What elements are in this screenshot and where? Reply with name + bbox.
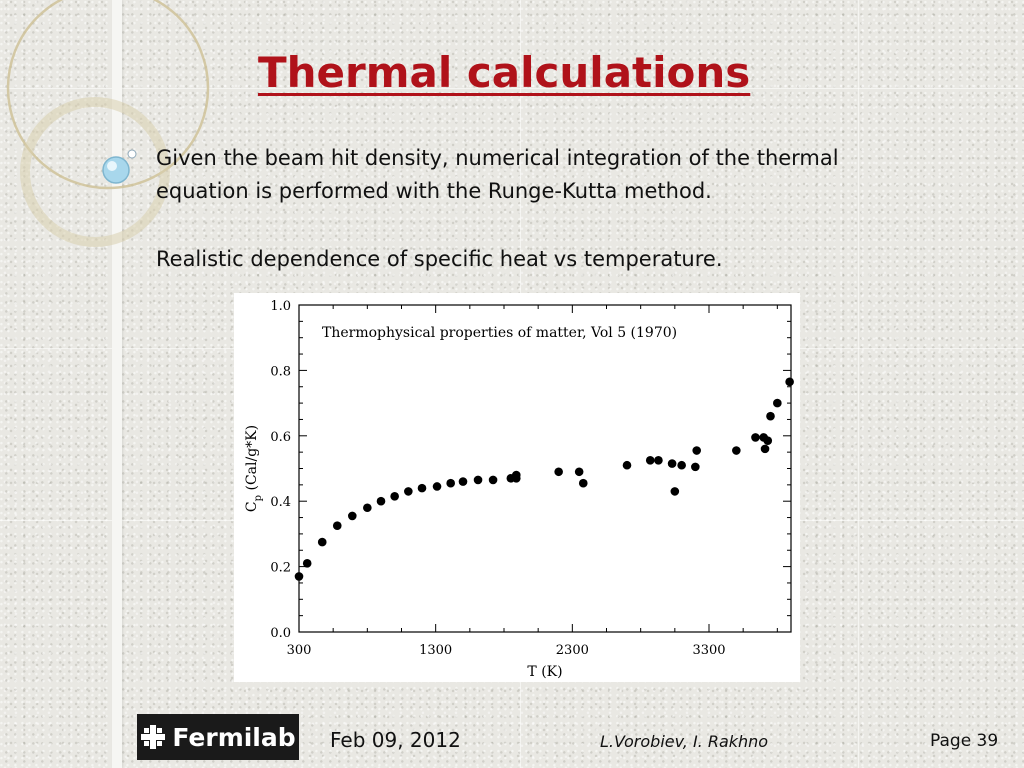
data-point	[348, 512, 357, 521]
plot-frame	[299, 305, 791, 632]
data-point	[773, 399, 782, 408]
x-tick-label: 2300	[555, 643, 589, 658]
y-axis-label: $C_p$ (Cal/g*K)	[244, 424, 264, 513]
data-point	[446, 479, 455, 488]
data-point	[763, 436, 772, 445]
data-point	[474, 476, 483, 485]
paragraph-method: Given the beam hit density, numerical integration of the thermal equation is performed with the Runge-Kutta method.	[156, 146, 839, 203]
data-point	[623, 461, 632, 470]
data-point	[732, 446, 741, 455]
data-point	[677, 461, 686, 470]
fermilab-logo	[137, 714, 299, 760]
paragraph-specific-heat: Realistic dependence of specific heat vs temperature.	[156, 247, 723, 271]
footer-authors: L.Vorobiev, I. Rakhno	[600, 732, 769, 751]
x-tick-label: 300	[286, 643, 312, 658]
data-point	[785, 378, 794, 387]
x-tick-label: 1300	[419, 643, 453, 658]
chart-svg	[234, 293, 800, 682]
data-point	[512, 471, 521, 480]
data-point	[418, 484, 427, 493]
data-point	[554, 467, 563, 476]
data-point	[671, 487, 680, 496]
fermilab-logo-text: Fermilab	[172, 722, 296, 752]
data-point	[761, 445, 770, 454]
data-point	[691, 463, 700, 472]
data-point	[303, 559, 312, 568]
data-point	[404, 487, 413, 496]
data-point	[579, 479, 588, 488]
y-tick-label: 0.0	[270, 626, 291, 641]
y-tick-label: 0.6	[270, 429, 291, 445]
y-tick-label: 0.8	[270, 364, 291, 380]
y-tick-label: 0.2	[270, 560, 291, 576]
x-axis-label: T (K)	[527, 664, 563, 680]
data-point	[654, 456, 663, 465]
data-point	[766, 412, 775, 421]
fermilab-logo-icon	[140, 724, 166, 750]
background-gridline	[858, 0, 859, 768]
data-point	[333, 521, 342, 530]
chart-annotation: Thermophysical properties of matter, Vol 5 (1970)	[322, 325, 678, 341]
y-tick-label: 0.4	[270, 495, 291, 511]
footer-date: Feb 09, 2012	[330, 728, 461, 752]
data-point	[363, 503, 372, 512]
x-tick-label: 3300	[692, 643, 726, 658]
footer-page-number: Page 39	[930, 731, 999, 751]
y-tick-label: 1.0	[270, 299, 291, 314]
data-point	[459, 477, 468, 486]
data-point	[646, 456, 655, 465]
data-point	[295, 572, 304, 581]
data-point	[575, 467, 584, 476]
data-point	[489, 476, 498, 485]
data-point	[692, 446, 701, 455]
data-point	[433, 482, 442, 491]
decorative-rings	[0, 0, 240, 260]
data-point	[668, 459, 677, 468]
specific-heat-chart	[234, 293, 800, 682]
data-point	[318, 538, 327, 547]
data-point	[390, 492, 399, 501]
data-point	[751, 433, 760, 442]
slide-title: Thermal calculations	[258, 48, 751, 97]
data-point	[377, 497, 386, 506]
